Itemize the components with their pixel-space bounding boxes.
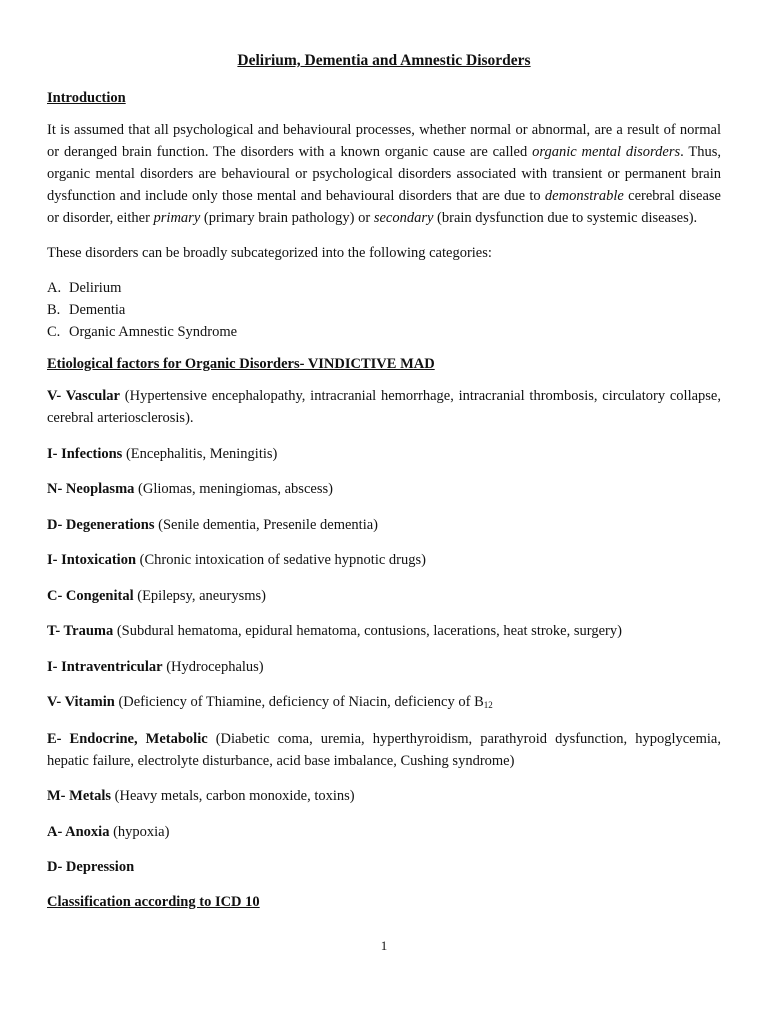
factor-item: V- Vitamin (Deficiency of Thiamine, deficiency of Niacin, deficiency of $B_{12}$ [47,694,493,710]
factor-item: E- Endocrine, Metabolic (Diabetic coma, uremia, hyperthyroidism, parathyroid dysfunction, hypoglycemia, hepatic failure, electrolyte disturbance, acid base imbalance, Cushing syndrome) [47,730,721,769]
factor-item: I- Intoxication (Chronic intoxication of sedative hypnotic drugs) [47,552,426,568]
factor-item: T- Trauma (Subdural hematoma, epidural hematoma, contusions, lacerations, heat stroke, surgery) [47,623,622,639]
categories-list [47,277,721,343]
factor-item: V- Vascular (Hypertensive encephalopathy, intracranial hemorrhage, intracranial thrombosis, circulatory collapse, cerebral arteriosclerosis). [47,388,721,426]
factor-item: D- Depression [47,859,135,875]
factor-item: M- Metals (Heavy metals, carbon monoxide, toxins) [47,788,355,804]
categories-intro: These disorders can be broadly subcategorized into the following categories: [47,245,492,261]
introduction-heading: Introduction [47,90,126,106]
list-item: A. Delirium [47,280,122,296]
factor-item: I- Intraventricular (Hydrocephalus) [47,658,264,675]
page-number: 1 [380,938,388,953]
list-item: B. Dementia [47,302,126,318]
etiology-factors [47,385,721,878]
factor-item: C- Congenital (Epilepsy, aneurysms) [47,587,266,604]
intro-paragraph: It is assumed that all psychological and behavioural processes, whether normal or abnormal, are a result of normal or deranged brain function. The disorders with a known organic cause are called organic mental disorders. Thus, organic mental disorders are behavioural or psychological disorders associated with transient or permanent brain dysfunction and include only those mental and behavioural disorders that are due to demonstrable cerebral disease or disorder, either primary (primary brain pathology) or secondary (brain dysfunction due to systemic diseases). [47,122,721,226]
factor-item: I- Infections (Encephalitis, Meningitis) [47,445,278,462]
factor-item: D- Degenerations (Senile dementia, Presenile dementia) [47,516,378,533]
factor-item: N- Neoplasma (Gliomas, meningiomas, abscess) [47,481,333,497]
list-item: C. Organic Amnestic Syndrome [47,324,238,340]
factor-item: A- Anoxia (hypoxia) [47,823,170,840]
classification-heading: Classification according to ICD 10 [47,893,260,910]
document-title: Delirium, Dementia and Amnestic Disorders [237,52,531,69]
etiology-heading: Etiological factors for Organic Disorders- VINDICTIVE MAD [47,356,435,372]
